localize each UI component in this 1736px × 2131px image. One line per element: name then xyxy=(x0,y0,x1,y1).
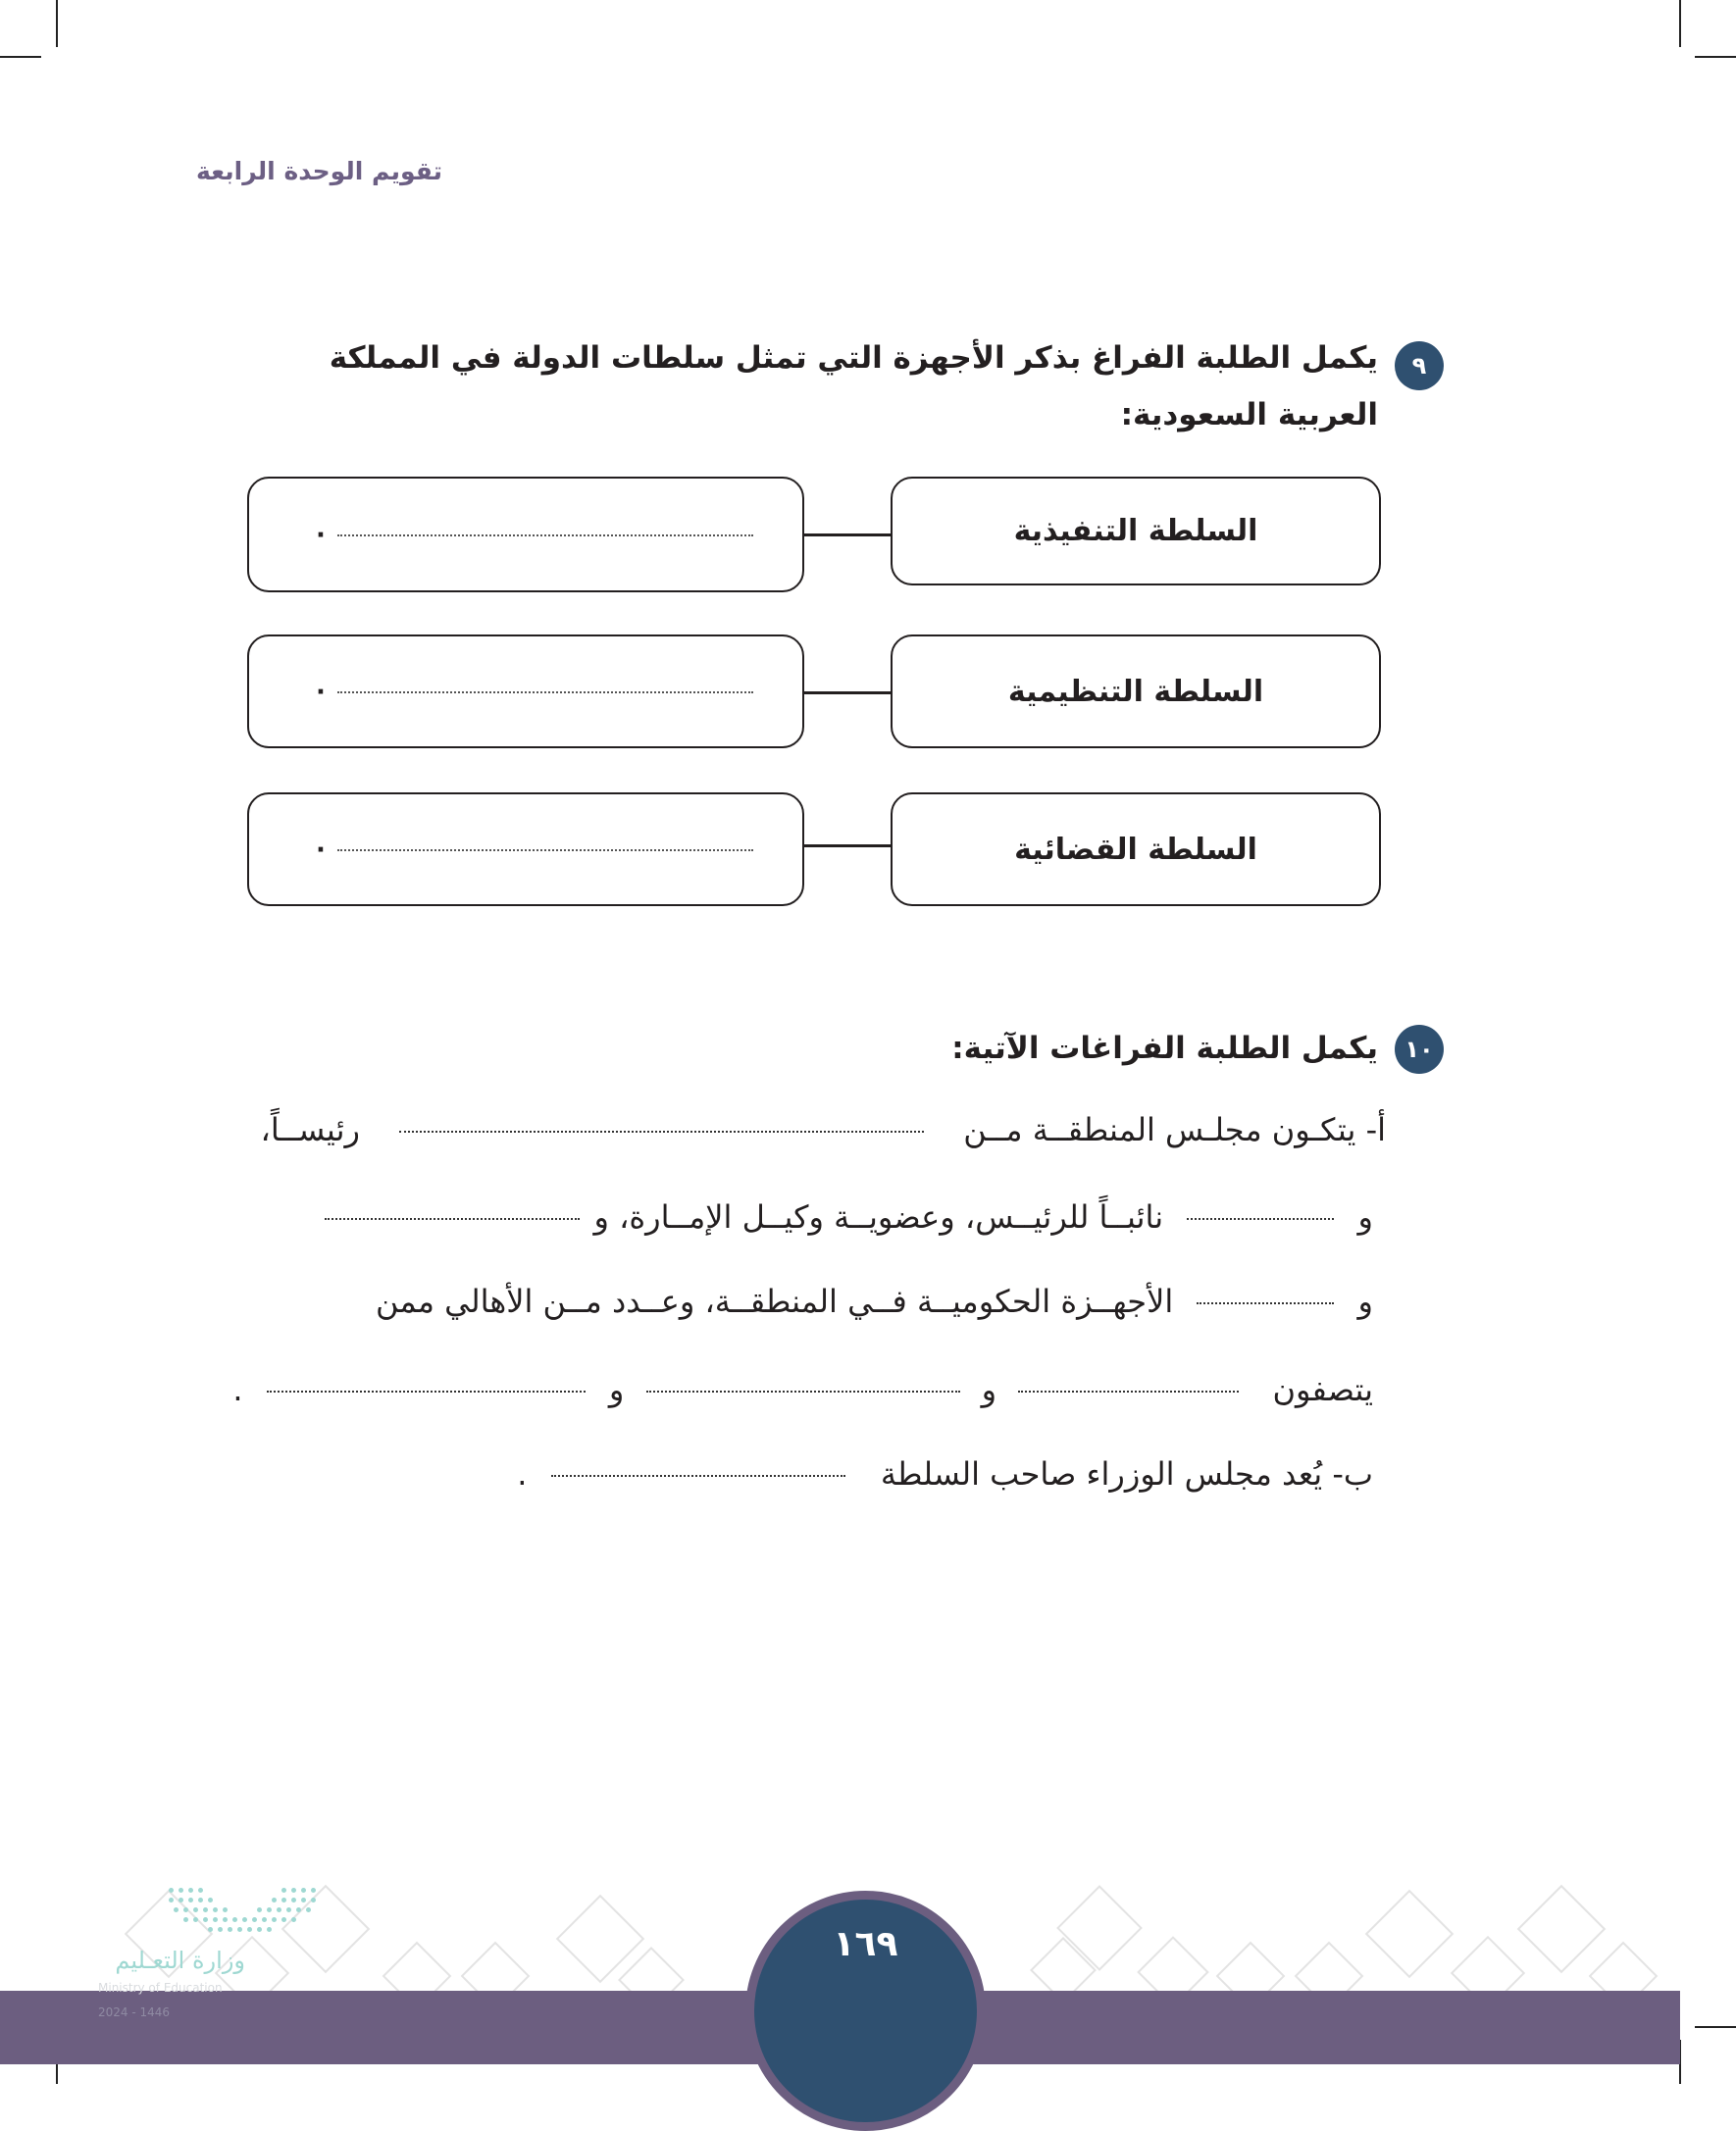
fill-text: . xyxy=(232,1371,243,1408)
answer-dotted-line xyxy=(337,534,753,536)
connector-line xyxy=(804,533,891,536)
blank-dots[interactable] xyxy=(267,1391,586,1393)
answer-box-judicial[interactable] xyxy=(247,792,804,906)
blank-dots[interactable] xyxy=(399,1131,924,1133)
crop-mark xyxy=(56,0,58,47)
answer-box-executive[interactable] xyxy=(247,477,804,592)
fill-text: نائبــاً للرئيــس، وعضويــة وكيــل الإمــارة، و xyxy=(593,1198,1164,1236)
fill-line-a3 xyxy=(376,1283,1373,1320)
question-10-text: يكمل الطلبة الفراغات الآتية: xyxy=(951,1031,1378,1066)
ministry-name-en: Ministry of Education xyxy=(98,1981,223,1995)
ministry-name-ar: وزارة التعـليم xyxy=(115,1947,245,1974)
answer-dotted-line xyxy=(337,849,753,851)
fill-text: و xyxy=(981,1371,997,1408)
authority-judicial-label: السلطة القضائية xyxy=(891,792,1381,906)
answer-dotted-line xyxy=(337,691,753,693)
answer-period: . xyxy=(316,829,326,859)
ministry-logo-icon xyxy=(169,1888,321,1937)
answer-period: . xyxy=(316,514,326,544)
fill-text: الأجهــزة الحكوميــة فــي المنطقــة، وعــدد مــن الأهالي ممن xyxy=(375,1283,1174,1320)
crop-mark xyxy=(0,56,41,58)
fill-text: رئيســاً، xyxy=(260,1111,360,1148)
answer-period: . xyxy=(316,671,326,701)
blank-dots[interactable] xyxy=(1018,1391,1239,1393)
unit-header: تقويم الوحدة الرابعة xyxy=(196,157,443,185)
fill-line-b xyxy=(517,1455,1373,1493)
fill-text: أ- يتكـون مجلـس المنطقــة مــن xyxy=(963,1111,1386,1148)
blank-dots[interactable] xyxy=(646,1391,960,1393)
fill-text: و xyxy=(608,1371,625,1408)
fill-text: ب- يُعد مجلس الوزراء صاحب السلطة xyxy=(880,1455,1373,1493)
authority-executive-label: السلطة التنفيذية xyxy=(891,477,1381,585)
blank-dots[interactable] xyxy=(1197,1302,1334,1304)
fill-text: و xyxy=(1357,1283,1373,1320)
answer-box-regulatory[interactable] xyxy=(247,634,804,748)
fill-text: . xyxy=(517,1455,528,1493)
decor-pattern xyxy=(1517,1885,1607,1974)
edition-year: 2024 - 1446 xyxy=(98,2005,171,2019)
connector-line xyxy=(804,844,891,847)
authority-regulatory-label: السلطة التنظيمية xyxy=(891,634,1381,748)
fill-line-a4 xyxy=(232,1371,1373,1408)
crop-mark xyxy=(1695,56,1736,58)
fill-text: و xyxy=(1357,1198,1373,1236)
blank-dots[interactable] xyxy=(551,1475,845,1477)
question-10-badge: ١٠ xyxy=(1395,1025,1444,1074)
question-9-badge: ٩ xyxy=(1395,341,1444,390)
fill-line-a2 xyxy=(325,1198,1373,1236)
fill-text: يتصفون xyxy=(1272,1371,1373,1408)
crop-mark xyxy=(1679,0,1681,47)
decor-pattern xyxy=(1365,1890,1455,1979)
page-number: ١٦٩ xyxy=(833,1924,898,1964)
blank-dots[interactable] xyxy=(1187,1218,1334,1220)
connector-line xyxy=(804,691,891,694)
crop-mark xyxy=(1695,2026,1736,2028)
question-9-text: يكمل الطلبة الفراغ بذكر الأجهزة التي تمثل سلطات الدولة في المملكة العربية السعودية: xyxy=(329,340,1378,432)
fill-line-a1 xyxy=(261,1111,1386,1148)
blank-dots[interactable] xyxy=(325,1218,580,1220)
